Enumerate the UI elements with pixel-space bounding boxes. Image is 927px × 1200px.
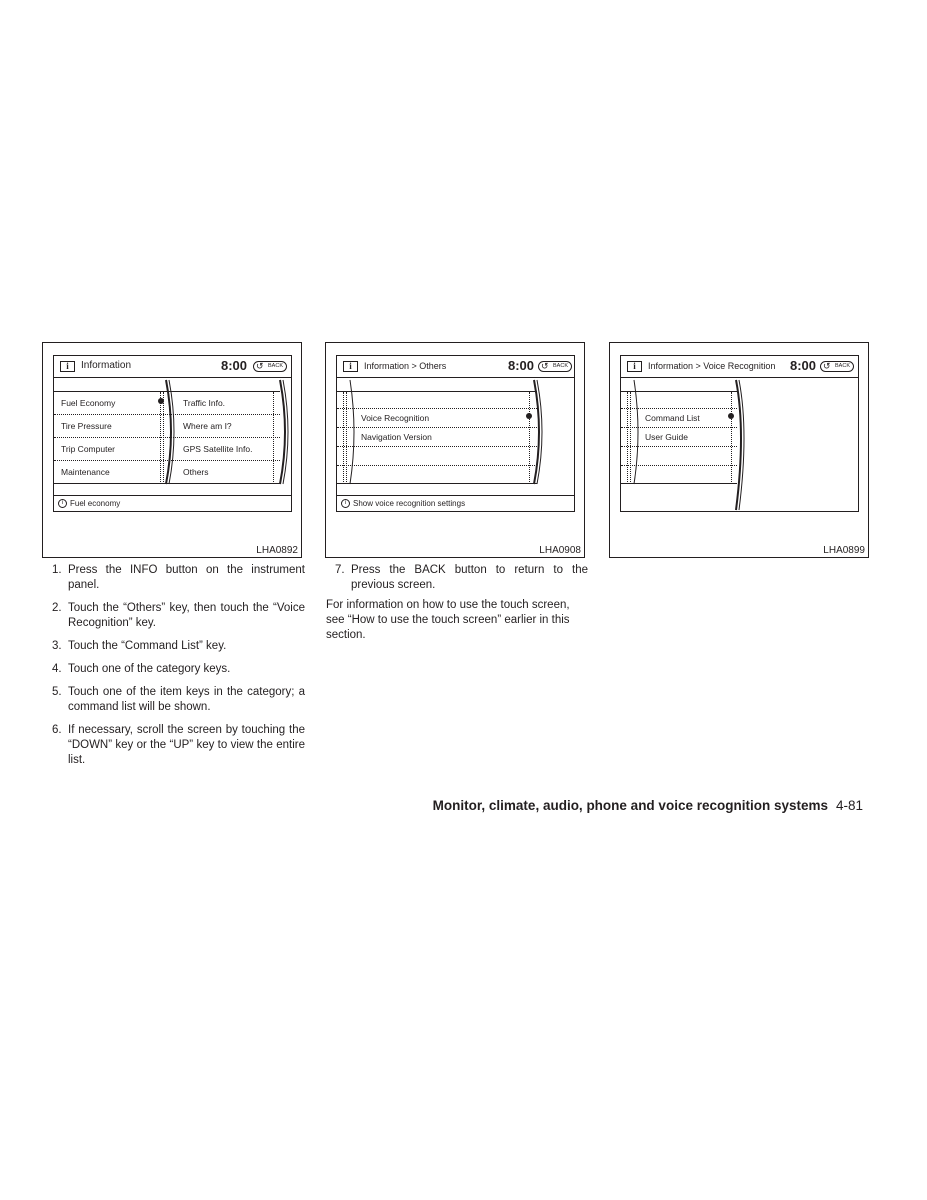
- screen-footer-text: Fuel economy: [70, 499, 121, 508]
- figure-code: LHA0908: [539, 545, 581, 556]
- back-button[interactable]: ↺ BACK: [820, 361, 854, 372]
- step-item: [52, 639, 305, 654]
- screen-information: [53, 355, 292, 512]
- screen-voice-recognition: [620, 355, 859, 512]
- step-text: Touch one of the category keys.: [68, 663, 231, 675]
- info-icon: i: [627, 361, 642, 372]
- screen-arc-decoration: [54, 356, 291, 511]
- menu-item-fuel-economy[interactable]: Fuel Economy: [61, 398, 116, 408]
- step-item: [52, 563, 305, 593]
- menu-item-where-am-i[interactable]: Where am I?: [183, 421, 232, 431]
- step-number: 7.: [335, 564, 345, 576]
- menu-item-gps-satellite-info[interactable]: GPS Satellite Info.: [183, 444, 253, 454]
- step-item: [52, 662, 305, 677]
- step-number: 6.: [52, 724, 62, 736]
- menu-item-user-guide[interactable]: User Guide: [645, 432, 688, 442]
- clock: 8:00: [790, 358, 817, 373]
- screen-footer: [54, 495, 291, 511]
- back-button[interactable]: ↺ BACK: [253, 361, 287, 372]
- back-button[interactable]: ↺ BACK: [538, 361, 572, 372]
- menu-item-traffic-info[interactable]: Traffic Info.: [183, 398, 226, 408]
- step-item: [335, 563, 588, 593]
- screen-title: Information: [81, 360, 132, 371]
- menu-item-command-list[interactable]: Command List: [645, 413, 700, 423]
- step-item: [52, 685, 305, 715]
- screen-footer-text: Show voice recognition settings: [353, 499, 466, 508]
- screen-others: [336, 355, 575, 512]
- menu-item-others[interactable]: Others: [183, 467, 209, 477]
- step-text: Touch the “Others” key, then touch the “Voice Recognition” key.: [68, 602, 305, 629]
- step-text: Press the BACK button to return to the previous screen.: [351, 564, 588, 591]
- page-number: 4-81: [836, 798, 864, 813]
- figure-information-menu: [42, 342, 302, 558]
- menu-item-trip-computer[interactable]: Trip Computer: [61, 444, 116, 454]
- menu-item-maintenance[interactable]: Maintenance: [61, 467, 110, 477]
- info-circle-icon: i: [341, 499, 350, 508]
- screen-footer: [337, 495, 574, 511]
- screen-title: Information > Others: [364, 361, 447, 371]
- section-title-footer: Monitor, climate, audio, phone and voice recognition systems: [432, 798, 828, 813]
- clock: 8:00: [508, 358, 535, 373]
- figure-code: LHA0899: [823, 545, 865, 556]
- step-text: Press the INFO button on the instrument panel.: [68, 564, 305, 591]
- info-icon: i: [343, 361, 358, 372]
- step-number: 1.: [52, 564, 62, 576]
- screen-arc-decoration: [621, 356, 858, 511]
- clock: 8:00: [221, 358, 248, 373]
- step-number: 5.: [52, 686, 62, 698]
- step-number: 3.: [52, 640, 62, 652]
- menu-item-voice-recognition[interactable]: Voice Recognition: [361, 413, 430, 423]
- step-item: [52, 723, 305, 768]
- info-circle-icon: i: [58, 499, 67, 508]
- info-icon: i: [60, 361, 75, 372]
- figure-code: LHA0892: [256, 545, 298, 556]
- menu-item-tire-pressure[interactable]: Tire Pressure: [61, 421, 112, 431]
- screen-title: Information > Voice Recognition: [648, 361, 776, 371]
- screen-arc-decoration: [337, 356, 574, 511]
- step-item: [52, 601, 305, 631]
- figure-others-menu: [325, 342, 585, 558]
- step-text: Touch the “Command List” key.: [68, 640, 227, 652]
- figure-voice-recognition-menu: [609, 342, 869, 558]
- step-number: 4.: [52, 663, 62, 675]
- touch-screen-note: For information on how to use the touch screen, see “How to use the touch screen” earlier in this section.: [326, 599, 570, 641]
- step-text: Touch one of the item keys in the category; a command list will be shown.: [68, 686, 305, 713]
- steps-list-right: [335, 563, 588, 601]
- steps-list-left: [52, 563, 305, 776]
- menu-item-navigation-version[interactable]: Navigation Version: [361, 432, 432, 442]
- step-text: If necessary, scroll the screen by touching the “DOWN” key or the “UP” key to view the entire list.: [68, 724, 305, 766]
- step-number: 2.: [52, 602, 62, 614]
